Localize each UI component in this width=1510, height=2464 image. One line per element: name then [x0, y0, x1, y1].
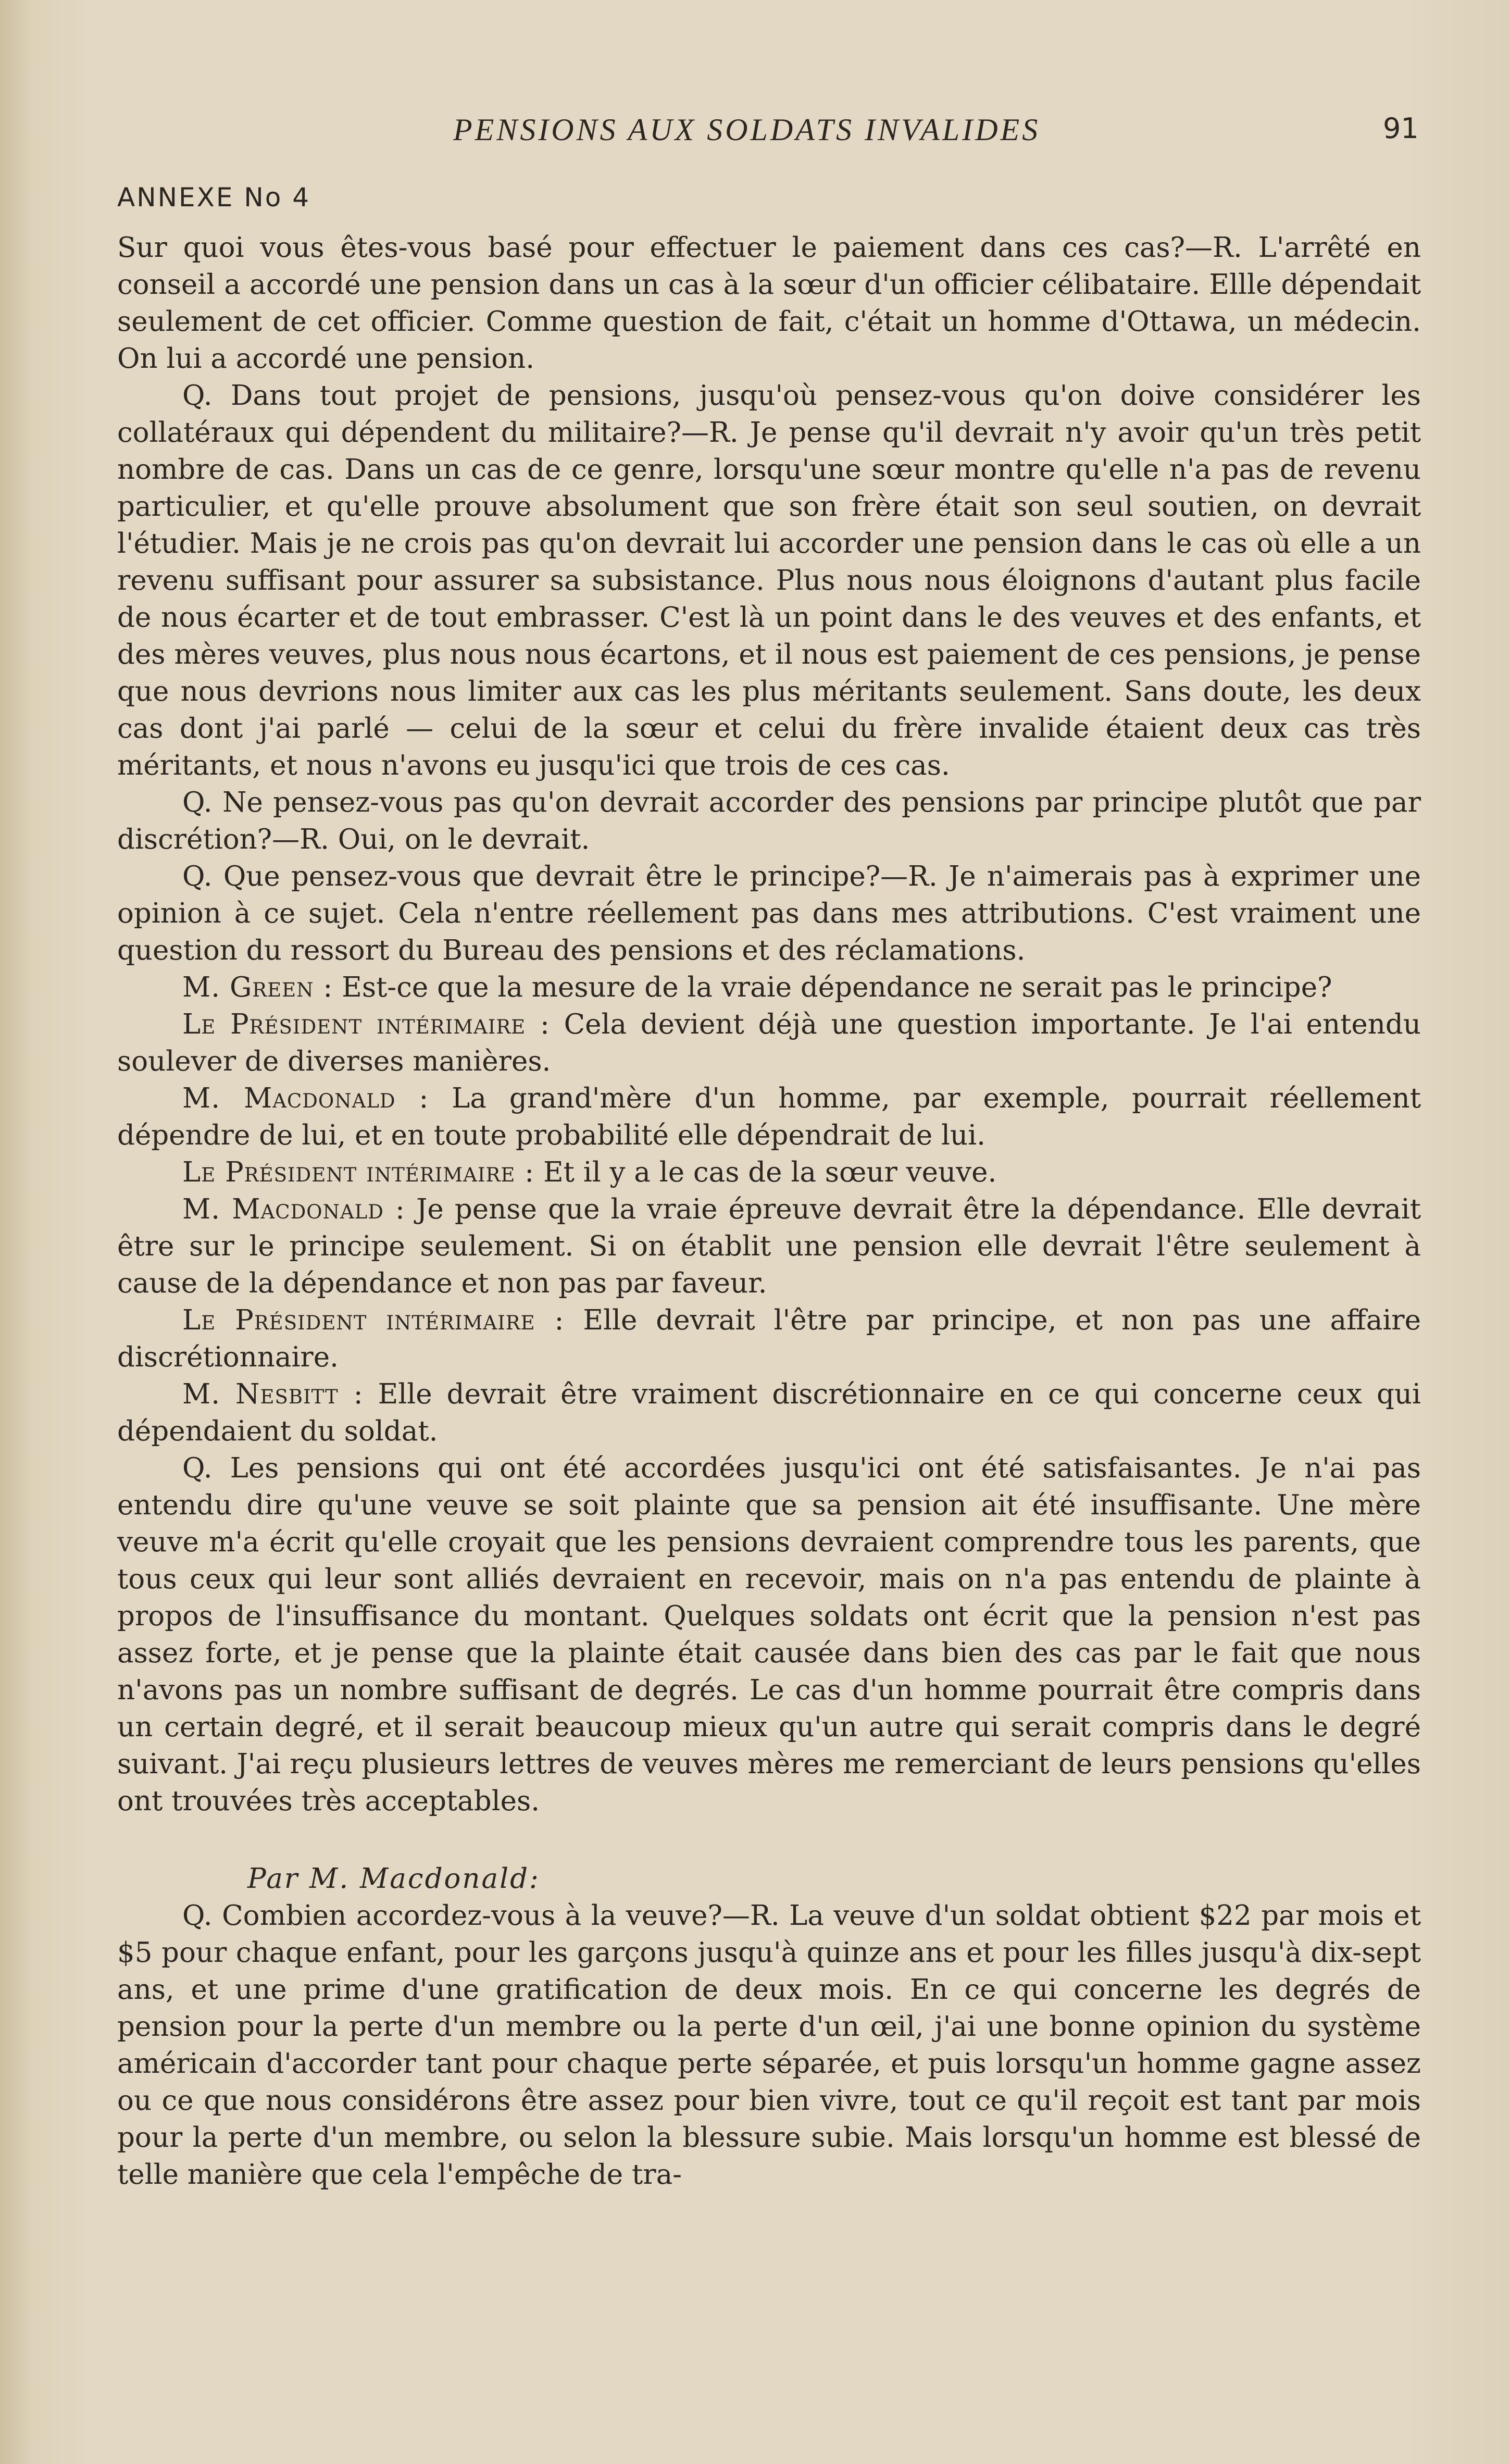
- running-header: [0, 112, 1510, 154]
- paragraph-8: [117, 1154, 1421, 1191]
- speech-text: Cela devient déjà une question importante. Je l'ai entendu soulever de diverses manières.: [117, 1009, 1421, 1077]
- document-body: [117, 229, 1421, 2193]
- annex-label: ANNEXE No 4: [117, 182, 311, 213]
- paragraph-4: Q. Que pensez-vous que devrait être le principe?—R. Je n'aimerais pas à exprimer une opinion à ce sujet. Cela n'entre réellement pas dans mes attributions. C'est vraiment une question du ressort du Bureau des pensions et des réclamations.: [117, 861, 1421, 966]
- section-gap: [117, 1820, 1421, 1860]
- speech-text: Et il y a le cas de la sœur veuve.: [543, 1156, 997, 1188]
- examiner-byline: Par M. Macdonald:: [247, 1863, 540, 1895]
- speaker-name: Le Président intérimaire :: [182, 1009, 550, 1040]
- paragraph-12: Q. Les pensions qui ont été accordées jusqu'ici ont été satisfaisantes. Je n'ai pas entendu dire qu'une veuve se soit plainte que sa pension ait été insuffisante. Une mère veuve m'a écrit qu'elle croyait que les pensions devraient comprendre tous les parents, que tous ceux qui leur sont alliés devraient en recevoir, mais on n'a pas entendu de plainte à propos de l'insuffisance du montant. Quelques soldats ont écrit que la pension n'est pas assez forte, et je pense que la plainte était causée dans bien des cas par le fait que nous n'avons pas un nombre suffisant de degrés. Le cas d'un homme pourrait être compris dans un certain degré, et il serait beaucoup mieux qu'un autre qui serait compris dans le degré suivant. J'ai reçu plusieurs lettres de veuves mères me remerciant de leurs pensions qu'elles ont trouvées très acceptables.: [117, 1452, 1421, 1817]
- paragraph-9: [117, 1191, 1421, 1302]
- speech-text: Je pense que la vraie épreuve devrait être la dépendance. Elle devrait être sur le principe seulement. Si on établit une pension elle devrait l'être seulement à cause de la dépendance et non pas par faveur.: [117, 1193, 1421, 1299]
- paragraph-2: Q. Dans tout projet de pensions, jusqu'où pensez-vous qu'on doive considérer les collatéraux qui dépendent du militaire?—R. Je pense qu'il devrait n'y avoir qu'un très petit nombre de cas. Dans un cas de ce genre, lorsqu'une sœur montre qu'elle n'a pas de revenu particulier, et qu'elle prouve absolument que son frère était son seul soutien, on devrait l'étudier. Mais je ne crois pas qu'on devrait lui accorder une pension dans le cas où elle a un revenu suffisant pour assurer sa subsistance. Plus nous nous éloignons d'autant plus facile de nous écarter et de tout embrasser. C'est là un point dans le des veuves et des enfants, et des mères veuves, plus nous nous écartons, et il nous est paiement de ces pensions, je pense que nous devrions nous limiter aux cas les plus méritants seulement. Sans doute, les deux cas dont j'ai parlé — celui de la sœur et celui du frère invalide étaient deux cas très méritants, et nous n'avons eu jusqu'ici que trois de ces cas.: [117, 380, 1421, 781]
- speaker-name: M. Green :: [182, 972, 333, 1003]
- speech-text: Est-ce que la mesure de la vraie dépendance ne serait pas le principe?: [342, 972, 1332, 1003]
- paragraph-3: Q. Ne pensez-vous pas qu'on devrait accorder des pensions par principe plutôt que par discrétion?—R. Oui, on le devrait.: [117, 787, 1421, 855]
- paragraph-10: [117, 1302, 1421, 1376]
- paragraph-1: Sur quoi vous êtes-vous basé pour effectuer le paiement dans ces cas?—R. L'arrêté en conseil a accordé une pension dans un cas à la sœur d'un officier célibataire. Ellle dépendait seulement de cet officier. Comme question de fait, c'était un homme d'Ottawa, un médecin. On lui a accordé une pension.: [117, 232, 1421, 375]
- speaker-name: Le Président intérimaire :: [182, 1156, 535, 1188]
- speaker-name: M. Macdonald :: [182, 1082, 429, 1114]
- speech-text: La grand'mère d'un homme, par exemple, pourrait réellement dépendre de lui, et en toute probabilité elle dépendrait de lui.: [117, 1082, 1421, 1151]
- speech-text: Elle devrait être vraiment discrétionnaire en ce qui concerne ceux qui dépendaient du soldat.: [117, 1378, 1421, 1447]
- speaker-name: M. Nesbitt :: [182, 1378, 364, 1410]
- header-title: PENSIONS AUX SOLDATS INVALIDES: [453, 113, 1041, 147]
- speaker-name: Le Président intérimaire :: [182, 1304, 565, 1336]
- speaker-name: M. Macdonald :: [182, 1193, 405, 1225]
- speech-text: Elle devrait l'être par principe, et non pas une affaire discrétionnaire.: [117, 1304, 1421, 1373]
- paragraph-6: [117, 1006, 1421, 1080]
- paragraph-7: [117, 1080, 1421, 1154]
- paragraph-5: [117, 969, 1421, 1006]
- page-number: 91: [1383, 112, 1419, 145]
- paragraph-13: Q. Combien accordez-vous à la veuve?—R. La veuve d'un soldat obtient $22 par mois et $5 pour chaque enfant, pour les garçons jusqu'à quinze ans et pour les filles jusqu'à dix-sept ans, et une prime d'une gratification de deux mois. En ce qui concerne les degrés de pension pour la perte d'un membre ou la perte d'un œil, j'ai une bonne opinion du système américain d'accorder tant pour chaque perte séparée, et puis lorsqu'un homme gagne assez ou ce que nous considérons être assez pour bien vivre, tout ce qu'il reçoit est tant par mois pour la perte d'un membre, ou selon la blessure subie. Mais lorsqu'un homme est blessé de telle manière que cela l'empêche de tra-: [117, 1900, 1421, 2191]
- paragraph-11: [117, 1376, 1421, 1450]
